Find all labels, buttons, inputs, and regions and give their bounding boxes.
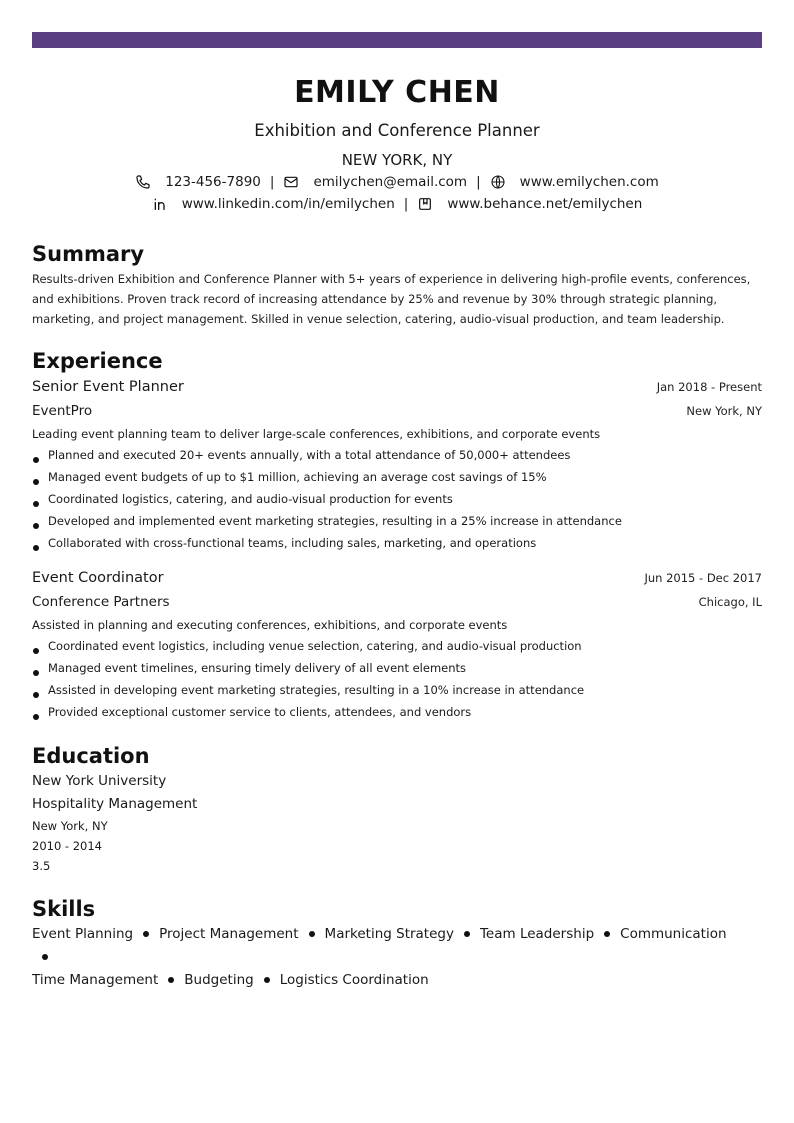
summary-heading: Summary xyxy=(32,242,145,266)
linkedin-icon xyxy=(152,196,168,212)
job-entry xyxy=(32,376,762,554)
bullet-dot xyxy=(143,931,149,937)
job-location: New York, NY xyxy=(686,404,762,418)
company-name: Conference Partners xyxy=(32,594,170,610)
mail-icon xyxy=(283,174,299,190)
company-name: EventPro xyxy=(32,403,93,419)
phone-number[interactable]: 123-456-7890 xyxy=(165,174,261,190)
job-dates: Jun 2015 - Dec 2017 xyxy=(644,571,762,585)
skill-item: Team Leadership xyxy=(479,926,595,942)
separator: | xyxy=(403,196,409,212)
behance-link[interactable]: www.behance.net/emilychen xyxy=(447,196,643,212)
bullet-dot xyxy=(309,931,315,937)
bullet-dot xyxy=(264,977,270,983)
education-entry xyxy=(32,770,762,876)
bullet-item: Developed and implemented event marketing strategies, resulting in a 25% increase in attendance xyxy=(32,510,762,532)
bullet-item: Assisted in developing event marketing strategies, resulting in a 10% increase in attendance xyxy=(32,679,762,701)
job-title: Senior Event Planner xyxy=(32,379,184,395)
phone-icon xyxy=(135,174,151,190)
contact-row-2 xyxy=(0,194,794,214)
bullet-item: Collaborated with cross-functional teams, including sales, marketing, and operations xyxy=(32,532,762,554)
candidate-title: Exhibition and Conference Planner xyxy=(254,121,540,140)
linkedin-link[interactable]: www.linkedin.com/in/emilychen xyxy=(181,196,395,212)
globe-icon xyxy=(490,174,506,190)
candidate-location: NEW YORK, NY xyxy=(341,151,453,169)
bullet-item: Managed event budgets of up to $1 million, achieving an average cost savings of 15% xyxy=(32,466,762,488)
job-title: Event Coordinator xyxy=(32,570,164,586)
skill-item: Event Planning xyxy=(32,926,134,942)
candidate-name: EMILY CHEN xyxy=(294,75,500,110)
degree: Hospitality Management xyxy=(32,796,198,812)
bullet-item: Coordinated event logistics, including venue selection, catering, and audio-visual production xyxy=(32,635,762,657)
skill-item: Marketing Strategy xyxy=(324,926,454,942)
skills-list xyxy=(32,923,732,992)
separator: | xyxy=(269,174,275,190)
experience-heading: Experience xyxy=(32,349,163,373)
contact-row-1 xyxy=(0,172,794,192)
job-description: Leading event planning team to deliver large-scale conferences, exhibitions, and corporate events xyxy=(32,427,601,441)
skill-item: Communication xyxy=(620,926,727,942)
gpa: 3.5 xyxy=(32,859,51,873)
bullet-dot xyxy=(42,954,48,960)
bullet-item: Coordinated logistics, catering, and audio-visual production for events xyxy=(32,488,762,510)
bullet-dot xyxy=(168,977,174,983)
skill-item: Project Management xyxy=(159,926,299,942)
bullet-dot xyxy=(604,931,610,937)
bullet-item: Planned and executed 20+ events annually, with a total attendance of 50,000+ attendees xyxy=(32,444,762,466)
job-bullets xyxy=(32,635,762,723)
website-link[interactable]: www.emilychen.com xyxy=(519,174,659,190)
skill-item: Budgeting xyxy=(184,972,254,988)
behance-icon xyxy=(417,196,433,212)
email-link[interactable]: emilychen@email.com xyxy=(313,174,468,190)
resume-header xyxy=(0,74,794,214)
job-entry xyxy=(32,567,762,723)
education-dates: 2010 - 2014 xyxy=(32,839,102,853)
job-description: Assisted in planning and executing conferences, exhibitions, and corporate events xyxy=(32,618,508,632)
job-location: Chicago, IL xyxy=(698,595,762,609)
separator: | xyxy=(476,174,481,190)
bullet-item: Provided exceptional customer service to clients, attendees, and vendors xyxy=(32,701,762,723)
bullet-dot xyxy=(464,931,470,937)
accent-bar xyxy=(32,32,762,48)
education-heading: Education xyxy=(32,744,150,768)
school-name: New York University xyxy=(32,773,167,789)
summary-text: Results-driven Exhibition and Conference Planner with 5+ years of experience in delivering high-profile events, conferences, and exhibitions. Proven track record of increasing attendance by 25% and revenue by 30% through strategic planning, marketing, and project management. Skilled in venue selection, catering, audio-visual production, and team leadership. xyxy=(32,272,751,326)
job-dates: Jan 2018 - Present xyxy=(656,380,762,394)
skills-heading: Skills xyxy=(32,897,96,921)
skill-item: Time Management xyxy=(32,972,159,988)
job-bullets xyxy=(32,444,762,554)
skill-item: Logistics Coordination xyxy=(279,972,429,988)
education-location: New York, NY xyxy=(32,819,108,833)
bullet-item: Managed event timelines, ensuring timely delivery of all event elements xyxy=(32,657,762,679)
